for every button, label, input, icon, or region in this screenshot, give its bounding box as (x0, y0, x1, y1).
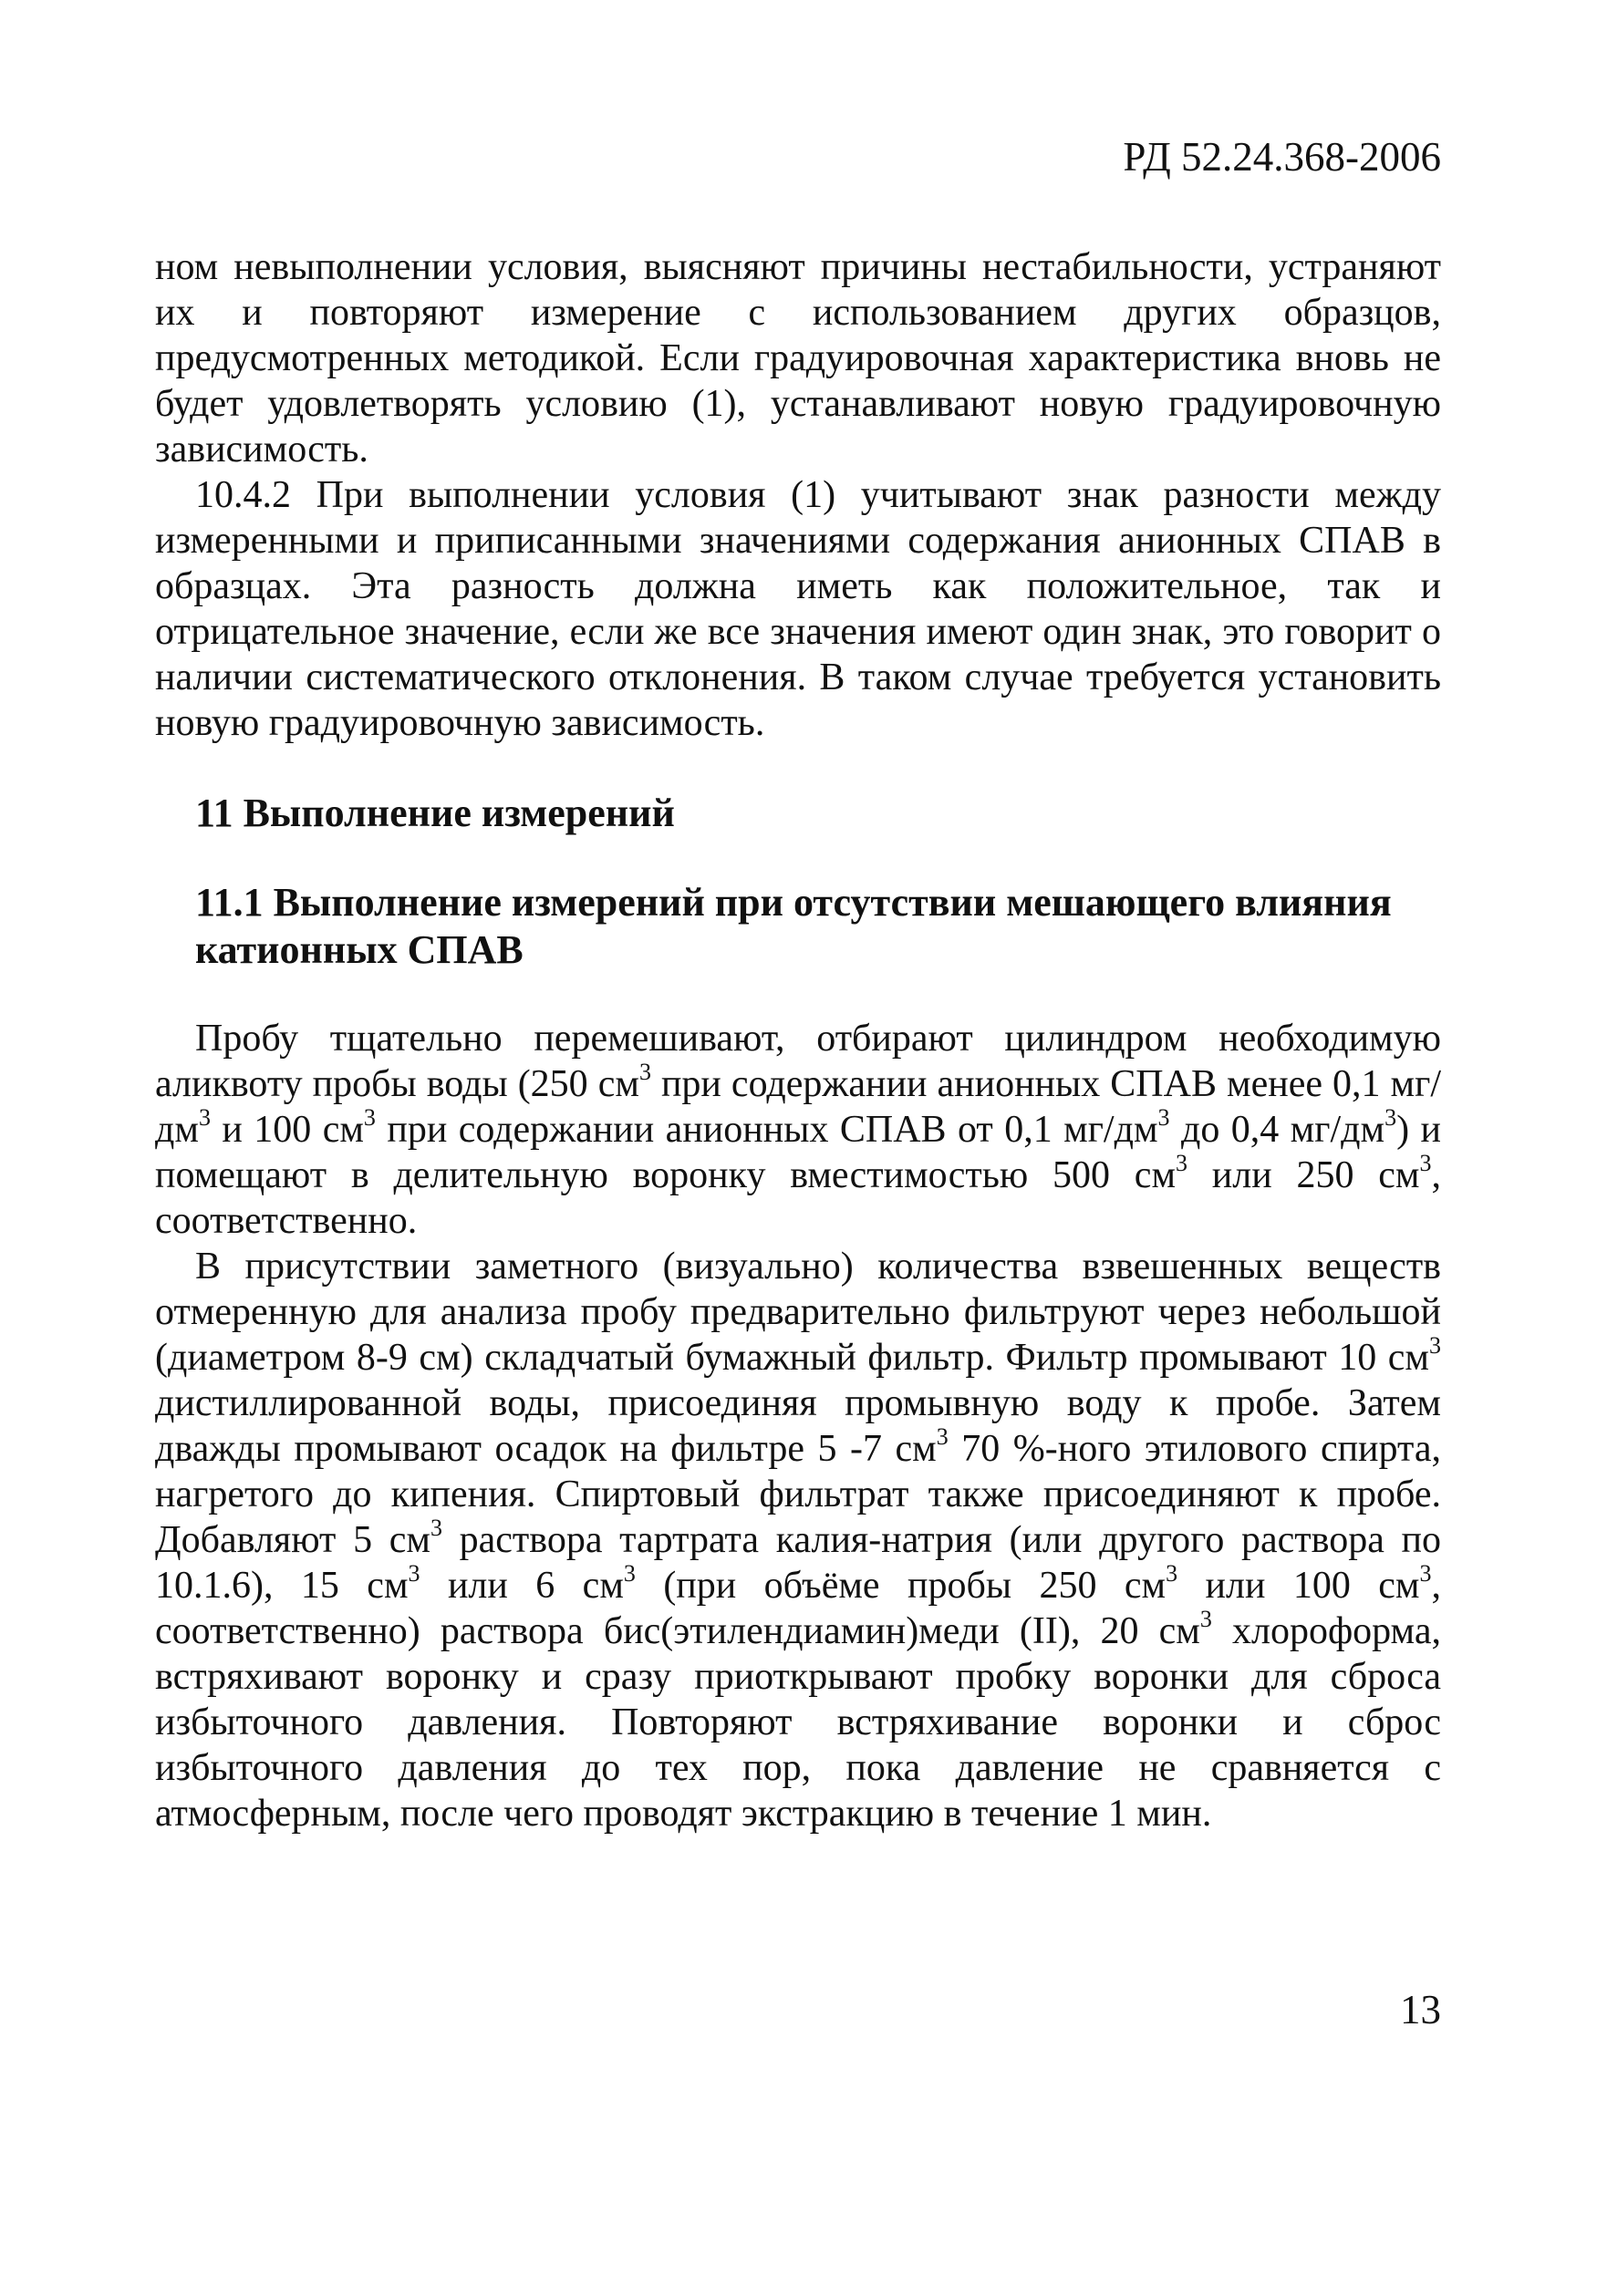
text-run: раствора тартрата калия-натрия (или другого раствора по 10.1.6), 15 см (155, 1519, 1441, 1607)
paragraph-10-4-2: 10.4.2 При выполнении условия (1) учитывают знак разности между измеренными и приписанными значениями содержания анионных СПАВ в образцах. Эта разность должна иметь как положительное, так и отрицательное значение, если же все значения имеют один знак, это говорит о наличии систематического отклонения. В таком случае требуется установить новую градуировочную зависимость. (155, 474, 1441, 744)
text-run: при содержании анионных СПАВ менее 0,1 мг/дм (155, 1063, 1441, 1151)
superscript: 3 (623, 1560, 636, 1587)
text-run: , соответственно. (155, 1154, 1441, 1242)
document-code: РД 52.24.368-2006 (1123, 134, 1441, 180)
text-run: ) и помещают в делительную воронку вместимостью 500 см (155, 1109, 1441, 1196)
superscript: 3 (1419, 1150, 1432, 1176)
paragraph-sample-aliquot (155, 1016, 1441, 1244)
text-run: или 100 см (1177, 1565, 1420, 1607)
superscript: 3 (1176, 1150, 1188, 1176)
superscript: 3 (198, 1104, 211, 1131)
superscript: 3 (408, 1560, 420, 1587)
superscript: 3 (1199, 1606, 1212, 1632)
text-run: или 6 см (420, 1565, 624, 1607)
document-body (155, 244, 1441, 1836)
paragraph-continued: ном невыполнении условия, выясняют причины нестабильности, устраняют их и повторяют измерение с использованием других образцов, предусмотренных методикой. Если градуировочная характеристика вновь не будет удовлетворять условию (1), устанавливают новую градуировочную зависимость. (155, 246, 1441, 471)
text-run: или 250 см (1187, 1154, 1420, 1196)
text-run: , соответственно) раствора бис(этилендиамин)меди (II), 20 см (155, 1565, 1441, 1652)
superscript: 3 (1419, 1560, 1432, 1587)
text-run: В присутствии заметного (визуально) количества взвешенных веществ отмеренную для анализа пробу предварительно фильтруют через небольшой (диаметром 8-9 см) складчатый бумажный фильтр. Фильтр промывают 10 см (155, 1246, 1441, 1379)
section-heading-11-1: 11.1 Выполнение измерений при отсутствии мешающего влияния катионных СПАВ (195, 880, 1392, 972)
section-heading-11: 11 Выполнение измерений (195, 791, 675, 835)
text-run: (при объёме пробы 250 см (635, 1565, 1167, 1607)
text-run: до 0,4 мг/дм (1169, 1109, 1385, 1151)
text-run: при содержании анионных СПАВ от 0,1 мг/дм (375, 1109, 1158, 1151)
superscript: 3 (638, 1059, 651, 1085)
text-run: дистиллированной воды, присоединяя промывную воду к пробе. Затем дважды промывают осадок на фильтре 5 -7 см (155, 1382, 1441, 1470)
page-number: 13 (1400, 1987, 1441, 2032)
superscript: 3 (936, 1423, 949, 1450)
text-run: 70 %-ного этилового спирта, нагретого до кипения. Спиртовый фильтрат также присоединяют к пробе. Добавляют 5 см (155, 1428, 1441, 1561)
text-run: Пробу тщательно перемешивают, отбирают цилиндром необходимую аликвоту пробы воды (250 см (155, 1018, 1441, 1105)
superscript: 3 (1384, 1104, 1397, 1131)
text-run: хлороформа, встряхивают воронку и сразу приоткрывают пробку воронки для сброса избыточного давления. Повторяют встряхивание воронки и сброс избыточного давления до тех пор, пока давление не сравняется с атмосферным, после чего проводят экстракцию в течение 1 мин. (155, 1610, 1441, 1835)
superscript: 3 (1429, 1332, 1441, 1359)
paragraph-filtration (155, 1244, 1441, 1836)
text-run: и 100 см (210, 1109, 364, 1151)
superscript: 3 (1157, 1104, 1170, 1131)
superscript: 3 (430, 1515, 442, 1541)
superscript: 3 (363, 1104, 376, 1131)
superscript: 3 (1166, 1560, 1178, 1587)
